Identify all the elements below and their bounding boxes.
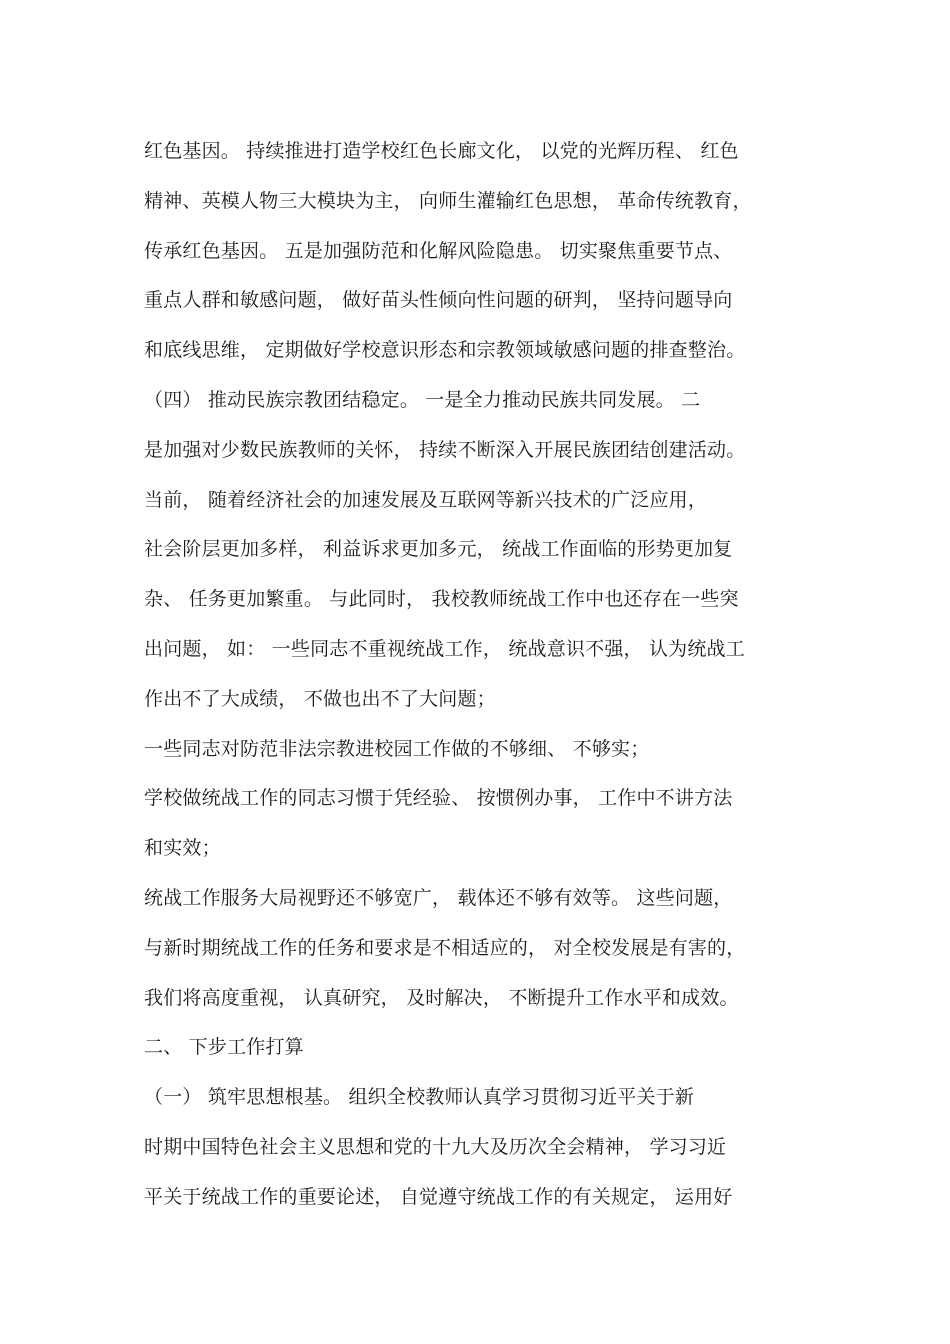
text-line: 时期中国特色社会主义思想和党的十九大及历次全会精神， 学习习近 (144, 1135, 727, 1158)
document-body (144, 133, 804, 1229)
text-line: 杂、 任务更加繁重。 与此同时， 我校教师统战工作中也还存在一些突 (144, 588, 739, 611)
subsection-heading-1: （一） 筑牢思想根基。 组织全校教师认真学习贯彻习近平关于新 (144, 1086, 695, 1109)
text-line: 红色基因。 持续推进打造学校红色长廊文化， 以党的光辉历程、 红色 (144, 140, 739, 162)
text-line: 和底线思维， 定期做好学校意识形态和宗教领域敏感问题的排查整治。 (144, 339, 746, 362)
text-line: 作出不了大成绩， 不做也出不了大问题； (144, 687, 496, 710)
text-line: 和实效； (144, 837, 221, 860)
text-line: 传承红色基因。 五是加强防范和化解风险隐患。 切实聚焦重要节点、 (144, 239, 733, 262)
text-line: 我们将高度重视， 认真研究， 及时解决， 不断提升工作水平和成效。 (144, 986, 739, 1009)
section-heading-4: （四） 推动民族宗教团结稳定。 一是全力推动民族共同发展。 二 (144, 388, 701, 411)
text-line: 当前， 随着经济社会的加速发展及互联网等新兴技术的广泛应用， (144, 488, 708, 511)
text-line: 与新时期统战工作的任务和要求是不相适应的， 对全校发展是有害的， (144, 936, 746, 959)
text-line: 社会阶层更加多样， 利益诉求更加多元， 统战工作面临的形势更加复 (144, 538, 733, 561)
text-line: 是加强对少数民族教师的关怀， 持续不断深入开展民族团结创建活动。 (144, 438, 746, 461)
text-line: 精神、英模人物三大模块为主， 向师生灌输红色思想， 革命传统教育， (144, 189, 752, 212)
text-line: 出问题， 如： 一些同志不重视统战工作， 统战意识不强， 认为统战工 (144, 637, 745, 660)
text-line: 重点人群和敏感问题， 做好苗头性倾向性问题的研判， 坚持问题导向 (144, 289, 733, 312)
text-line: 一些同志对防范非法宗教进校园工作做的不够细、 不够实； (144, 737, 650, 760)
section-heading-2: 二、 下步工作打算 (144, 1036, 304, 1059)
text-line: 统战工作服务大局视野还不够宽广， 载体还不够有效等。 这些问题， (144, 886, 733, 909)
text-line: 学校做统战工作的同志习惯于凭经验、 按惯例办事， 工作中不讲方法 (144, 787, 733, 810)
text-line: 平关于统战工作的重要论述， 自觉遵守统战工作的有关规定， 运用好 (144, 1185, 733, 1208)
